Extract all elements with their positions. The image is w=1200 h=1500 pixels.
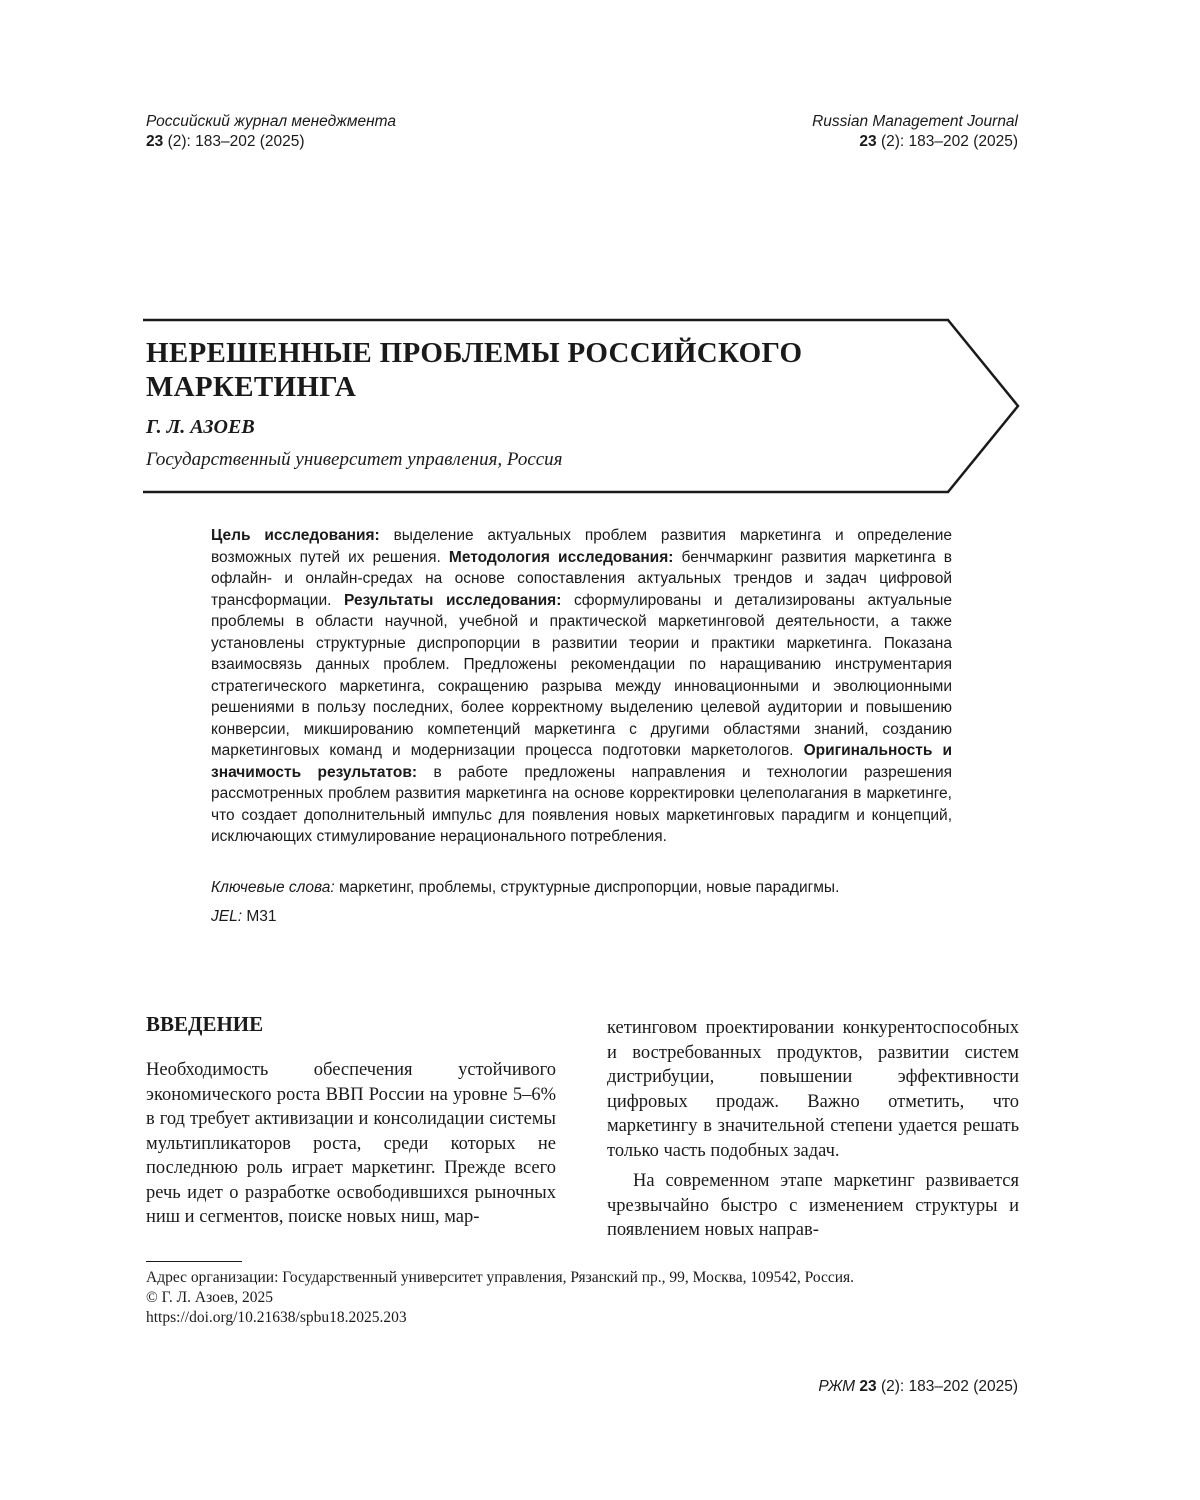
volume-number: 23 bbox=[859, 1378, 877, 1395]
author-affiliation: Государственный университет управления, Россия bbox=[146, 449, 563, 470]
journal-citation-en bbox=[812, 132, 1018, 152]
journal-abbr: РЖМ bbox=[818, 1378, 856, 1395]
journal-name-en: Russian Management Journal bbox=[812, 113, 1018, 130]
paragraph: На современном этапе маркетинг развивается чрезвычайно быстро с изменением структуры и появлением новых направ- bbox=[607, 1171, 1019, 1240]
jel-text: M31 bbox=[242, 908, 277, 925]
originality-text: в работе предложены направления и технологии разрешения рассмотренных проблем развития маркетинга на основе корректировки целеполагания в маркетинге, что создает дополнительный импульс для появления новых маркетинговых парадигм и концепций, исключающих стимулирование нерационального потребления. bbox=[211, 763, 952, 845]
journal-citation-ru bbox=[146, 132, 396, 152]
title-block bbox=[146, 336, 926, 471]
footnote-rule bbox=[146, 1261, 242, 1262]
jel-label: JEL: bbox=[211, 908, 243, 925]
originality-label: Оригинальность и значимость результатов: bbox=[211, 742, 952, 781]
copyright: © Г. Л. Азоев, 2025 bbox=[146, 1289, 273, 1306]
abstract bbox=[211, 525, 952, 848]
volume-number: 23 bbox=[146, 133, 164, 150]
method-text: бенчмаркинг развития маркетинга в офлайн- и онлайн-средах на основе сопоставления актуальных трендов и задач цифровой трансформации. bbox=[211, 548, 952, 609]
results-label: Результаты исследования: bbox=[344, 591, 562, 609]
jel-code bbox=[211, 907, 276, 927]
running-header-right bbox=[812, 112, 1018, 152]
organization-address: Адрес организации: Государственный университет управления, Рязанский пр., 99, Москва, 109542, Россия. bbox=[146, 1269, 855, 1286]
abstract-text bbox=[211, 525, 952, 848]
issue-pages: (2): 183–202 (2025) bbox=[167, 133, 305, 150]
page-footer bbox=[818, 1378, 1018, 1396]
results-text: сформулированы и детализированы актуальные проблемы в области научной, учебной и практической маркетинговой деятельности, а также установлены структурные диспропорции в развитии теории и практики маркетинга. Показана взаимосвязь данных проблем. Предложены рекомендации по наращиванию инструментария стратегического маркетинга, сокращению разрыва между инновационными и эволюционными решениями в пользу последних, более корректному выделению целевой аудитории и повышению конверсии, микшированию компетенций маркетинга с другими областями знаний, созданию маркетинговых команд и модернизации процесса подготовки маркетологов. bbox=[211, 591, 953, 759]
issue-pages: (2): 183–202 (2025) bbox=[880, 133, 1018, 150]
volume-number: 23 bbox=[859, 133, 877, 150]
keywords-text: маркетинг, проблемы, структурные диспропорции, новые парадигмы. bbox=[334, 879, 840, 896]
body-column-left bbox=[146, 1058, 556, 1230]
journal-name-ru: Российский журнал менеджмента bbox=[146, 113, 396, 130]
section-heading-introduction: ВВЕДЕНИЕ bbox=[146, 1012, 264, 1036]
doi-link[interactable]: https://doi.org/10.21638/spbu18.2025.203 bbox=[146, 1309, 407, 1326]
footnote bbox=[146, 1268, 854, 1328]
issue-pages: (2): 183–202 (2025) bbox=[880, 1378, 1018, 1395]
aim-label: Цель исследования: bbox=[211, 527, 380, 544]
paragraph: Необходимость обеспечения устойчивого экономического роста ВВП России на уровне 5–6% в год требует активизации и консолидации системы мультипликаторов роста, среди которых не последнюю роль играет маркетинг. Прежде всего речь идет о разработке освободившихся рыночных ниш и сегментов, поиске новых ниш, мар- bbox=[146, 1060, 556, 1227]
running-header-left bbox=[146, 112, 396, 152]
keywords bbox=[211, 878, 971, 898]
method-label: Методология исследования: bbox=[448, 548, 674, 566]
article-author: Г. Л. АЗОЕВ bbox=[146, 416, 255, 438]
article-title: НЕРЕШЕННЫЕ ПРОБЛЕМЫ РОССИЙСКОГО МАРКЕТИНГА bbox=[146, 337, 803, 403]
paragraph: кетинговом проектировании конкурентоспособных и востребованных продуктов, развитии систем дистрибуции, повышении эффективности цифровых продаж. Важно отметить, что маркетингу в значительной степени удается решать только часть подобных задач. bbox=[607, 1018, 1019, 1161]
body-column-right bbox=[607, 1016, 1019, 1243]
keywords-label: Ключевые слова: bbox=[211, 879, 335, 896]
aim-text: выделение актуальных проблем развития маркетинга и определение возможных путей их решения. bbox=[211, 527, 952, 566]
